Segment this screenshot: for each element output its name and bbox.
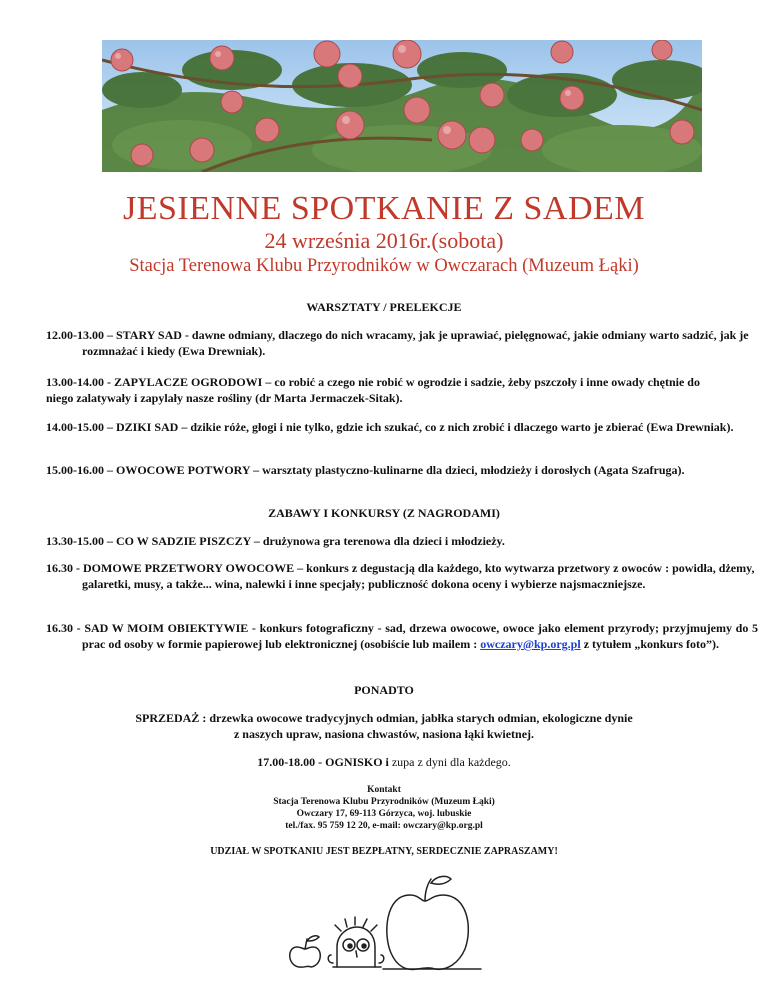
games-heading: ZABAWY I KONKURSY (Z NAGRODAMI): [268, 506, 500, 520]
sale-line-1: SPRZEDAŻ : drzewka owocowe tradycyjnych odmian, jabłka starych odmian, ekologiczne dynie: [135, 711, 633, 725]
footer-invitation: UDZIAŁ W SPOTKANIU JEST BEZPŁATNY, SERDECZNIE ZAPRASZAMY!: [210, 846, 558, 857]
apple-tree-photo: [102, 40, 702, 172]
game-item-text: 16.30 - SAD W MOIM OBIEKTYWIE - konkurs fotograficzny - sad, drzewa owocowe, owoce jako element przyrody; przyjmujemy do 5 prac od osoby w formie papierowej lub elektronicznej (osobiście lub mailem :: [46, 621, 758, 651]
workshop-item: 12.00-13.00 – STARY SAD - dawne odmiany, dlaczego do nich wracamy, jak je uprawiać, pielęgnować, jakie odmiany warto sadzić, jak je rozmnażać i kiedy (Ewa Drewniak).: [46, 328, 749, 358]
apple-cartoon-illustration: [285, 855, 485, 980]
game-item: 16.30 - DOMOWE PRZETWORY OWOCOWE – konkurs z degustacją dla każdego, kto wytwarza przetwory z owoców : powidła, dżemy, galaretki, musy, a także... wina, nalewki i inne specjały; publiczność dokona oceny i wybierze najsmaczniejsze.: [46, 561, 755, 591]
sale-line-2: z naszych upraw, nasiona chwastów, nasiona łąki kwietnej.: [233, 727, 535, 741]
contact-line: Owczary 17, 69-113 Górzyca, woj. lubuskie: [296, 809, 472, 819]
event-venue: Stacja Terenowa Klubu Przyrodników w Owczarach (Muzeum Łąki): [129, 256, 639, 276]
event-title: JESIENNE SPOTKANIE Z SADEM: [122, 190, 646, 227]
bonfire-line: [0, 754, 768, 770]
contest-email-link[interactable]: owczary@kp.org.pl: [480, 637, 581, 651]
extra-heading: PONADTO: [354, 683, 414, 697]
contact-line: tel./fax. 95 759 12 20, e-mail: owczary@kp.org.pl: [285, 821, 483, 831]
game-item: [46, 620, 758, 652]
contact-line: Stacja Terenowa Klubu Przyrodników (Muzeum Łąki): [273, 797, 495, 807]
bonfire-time: 17.00-18.00 - OGNISKO i: [257, 755, 389, 769]
game-item: 13.30-15.00 – CO W SADZIE PISZCZY – drużynowa gra terenowa dla dzieci i młodzieży.: [46, 534, 505, 548]
workshop-item: 13.00-14.00 - ZAPYLACZE OGRODOWI – co robić a czego nie robić w ogrodzie i sadzie, żeby pszczoły i inne owady chętnie do niego zalatywały i zapylały nasze rośliny (dr Marta Jermaczek-Sitak).: [46, 375, 700, 405]
contact-label: Kontakt: [367, 785, 401, 795]
bonfire-text: zupa z dyni dla każdego.: [391, 755, 511, 769]
event-date: 24 września 2016r.(sobota): [264, 228, 504, 253]
workshop-item: 14.00-15.00 – DZIKI SAD – dzikie róże, głogi i nie tylko, gdzie ich szukać, co z nich zrobić i dlaczego warto je zbierać (Ewa Drewniak).: [46, 420, 734, 434]
workshops-heading: WARSZTATY / PRELEKCJE: [306, 300, 462, 314]
game-item-tail: z tytułem „konkurs foto”).: [583, 637, 720, 651]
workshop-item: 15.00-16.00 – OWOCOWE POTWORY – warsztaty plastyczno-kulinarne dla dzieci, młodzieży i dorosłych (Agata Szafruga).: [46, 463, 685, 477]
